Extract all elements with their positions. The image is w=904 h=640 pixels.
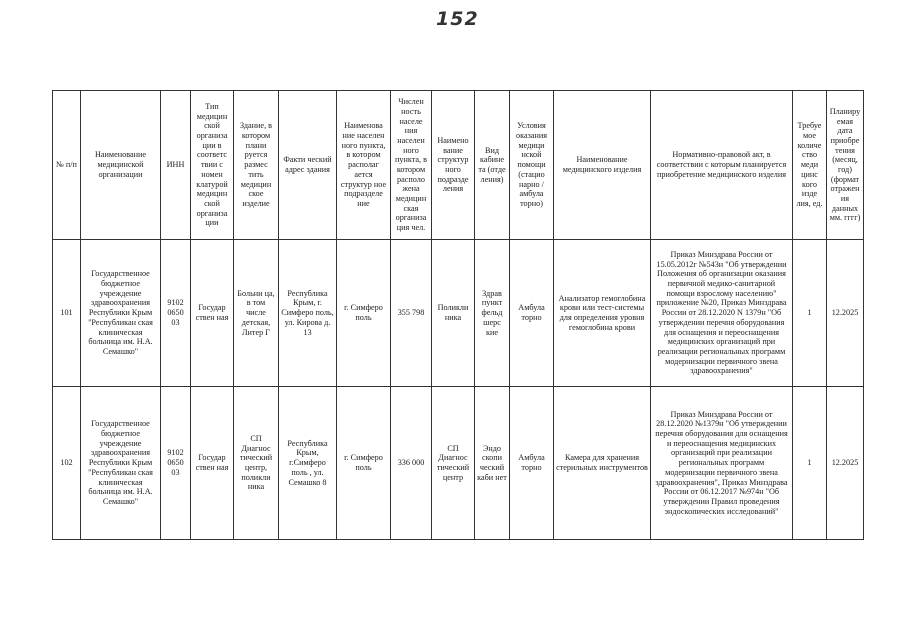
cell-unit: Поликли ника	[432, 240, 475, 387]
cell-conditions: Амбула торно	[510, 387, 554, 540]
cell-device: Анализатор гемоглобина крови или тест-системы для определения уровня гемоглобина крови	[554, 240, 651, 387]
header-date: Планиру емая дата приобре тения (месяц, год) (формат отражен ия данных мм. гггг)	[827, 91, 864, 240]
cell-inn: 9102 0650 03	[161, 240, 191, 387]
cell-locality: г. Симферо поль	[337, 387, 391, 540]
cell-address: Республика Крым, г.Симферо поль , ул. Семашко 8	[279, 387, 337, 540]
cell-address: Республика Крым, г. Симферо поль, ул. Кирова д. 13	[279, 240, 337, 387]
header-address: Факти ческий адрес здания	[279, 91, 337, 240]
cell-act: Приказ Минздрава России от 28.12.2020 №1379н "Об утверждении перечня оборудования для оснащения и переоснащения медицинских организаций при реализации региональных программ модернизации первичного звена здравоохранения", Приказ Минздрава России от 06.12.2017 №974н "Об утверждении Правил проведения эндоскопических исследований"	[651, 387, 793, 540]
cell-date: 12.2025	[827, 387, 864, 540]
cell-population: 355 798	[391, 240, 432, 387]
cell-unit: СП Диагнос тический центр	[432, 387, 475, 540]
header-unit: Наимено вание структур ного подразде ления	[432, 91, 475, 240]
cell-type: Государ ствен ная	[191, 387, 234, 540]
header-row	[53, 91, 864, 240]
cell-device: Камера для хранения стерильных инструментов	[554, 387, 651, 540]
header-cabinet: Вид кабине та (отде ления)	[475, 91, 510, 240]
cell-num: 102	[53, 387, 81, 540]
cell-population: 336 000	[391, 387, 432, 540]
cell-cabinet: Здрав пункт фельд шерс кие	[475, 240, 510, 387]
page-number: 152	[436, 8, 479, 30]
equipment-table	[52, 90, 864, 540]
table-row	[53, 387, 864, 540]
cell-type: Государ ствен ная	[191, 240, 234, 387]
cell-date: 12.2025	[827, 240, 864, 387]
header-org: Наименование медицинской организации	[81, 91, 161, 240]
cell-qty: 1	[793, 240, 827, 387]
cell-act: Приказ Минздрава России от 15.05.2012г №543н "Об утверждении Положения об организации оказания первичной медико-санитарной помощи взрослому населению" приложение №20, Приказ Минздрава России от 28.12.2020 N 1379н "Об утверждении перечня оборудования для оснащения и переоснащения медицинских организаций при реализации региональных программ модернизации первичного звена здравоохранения"	[651, 240, 793, 387]
header-locality: Наименова ние населен ного пункта, в котором располаг ается структур ное подразделе ние	[337, 91, 391, 240]
cell-qty: 1	[793, 387, 827, 540]
cell-locality: г. Симферо поль	[337, 240, 391, 387]
header-population: Числен ность населе ния населен ного пункта, в котором располо жена медицин ская организа ция чел.	[391, 91, 432, 240]
header-qty: Требуе мое количе ство меди цинс кого изде лия, ед.	[793, 91, 827, 240]
header-act: Нормативно-правовой акт, в соответствии с которым планируется приобретение медицинского изделия	[651, 91, 793, 240]
cell-building: СП Диагнос тический центр, поликли ника	[234, 387, 279, 540]
cell-inn: 9102 0650 03	[161, 387, 191, 540]
cell-org: Государственное бюджетное учреждение здравоохранения Республики Крым "Республикан ская клиническая больница им. Н.А. Семашко"	[81, 240, 161, 387]
header-conditions: Условия оказания медици нской помощи (стацио нарно / амбула торно)	[510, 91, 554, 240]
cell-conditions: Амбула торно	[510, 240, 554, 387]
header-type: Тип медицин ской организа ции в соответс твии с номен клатурой медицин ской организа ции	[191, 91, 234, 240]
header-device: Наименование медицинского изделия	[554, 91, 651, 240]
table-row	[53, 240, 864, 387]
header-num: № п/п	[53, 91, 81, 240]
header-inn: ИНН	[161, 91, 191, 240]
cell-building: Больни ца, в том числе детская, Литер Г	[234, 240, 279, 387]
header-building: Здание, в котором плани руется размес тить медицин ское изделие	[234, 91, 279, 240]
cell-num: 101	[53, 240, 81, 387]
cell-org: Государственное бюджетное учреждение здравоохранения Республики Крым "Республикан ская клиническая больница им. Н.А. Семашко"	[81, 387, 161, 540]
cell-cabinet: Эндо скопи ческий каби нет	[475, 387, 510, 540]
